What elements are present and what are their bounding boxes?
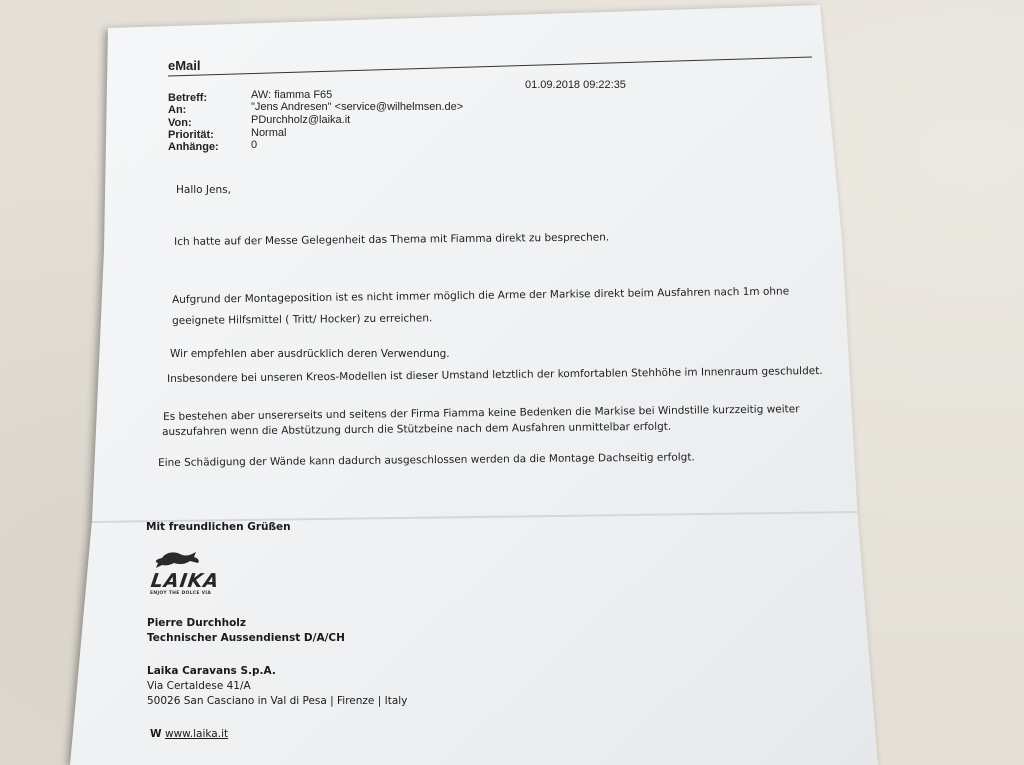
- greeting: Hallo Jens,: [176, 184, 231, 196]
- field-label-priority: Priorität:: [168, 129, 214, 141]
- field-value-from: PDurchholz@laika.it: [251, 114, 351, 126]
- body-line-1: Ich hatte auf der Messe Gelegenheit das Thema mit Fiamma direkt zu besprechen.: [174, 231, 610, 248]
- signature-company: Laika Caravans S.p.A.: [147, 665, 276, 677]
- website-link[interactable]: www.laika.it: [165, 728, 229, 740]
- field-label-attachments: Anhänge:: [168, 141, 219, 153]
- logo-wordmark: LAIKA: [149, 570, 221, 592]
- signature-role: Technischer Aussendienst D/A/CH: [147, 632, 345, 644]
- email-timestamp: 01.09.2018 09:22:35: [525, 79, 626, 91]
- body-line-2: Aufgrund der Montageposition ist es nicht immer möglich die Arme der Markise direkt beim Ausfahren nach 1m ohne: [172, 285, 790, 306]
- field-value-subject: AW: fiamma F65: [251, 89, 333, 101]
- closing: Mit freundlichen Grüßen: [146, 521, 291, 533]
- field-value-attachments: 0: [251, 139, 258, 151]
- field-label-to: An:: [168, 104, 187, 116]
- body-line-5: Insbesondere bei unseren Kreos-Modellen ist dieser Umstand letztlich der komfortablen Stehhöhe im Innenraum geschuldet.: [167, 364, 823, 385]
- web-prefix: W: [150, 728, 162, 740]
- body-line-6: Es bestehen aber unsererseits und seitens der Firma Fiamma keine Bedenken die Markise bei Windstille kurzzeitig weiter: [163, 403, 800, 423]
- signature-name: Pierre Durchholz: [147, 617, 247, 629]
- signature-city: 50026 San Casciano in Val di Pesa | Firenze | Italy: [147, 695, 408, 707]
- logo-tagline: ENJOY THE DOLCE VIA: [150, 591, 212, 596]
- field-label-subject: Betreff:: [168, 92, 208, 104]
- field-value-to: "Jens Andresen" <service@wilhelmsen.de>: [251, 101, 464, 113]
- body-line-7: auszufahren wenn die Abstützung durch die Stützbeine nach dem Ausfahren unmittelbar erfolgt.: [162, 420, 672, 438]
- field-value-priority: Normal: [251, 127, 287, 139]
- email-title: eMail: [168, 58, 201, 73]
- field-label-from: Von:: [168, 117, 192, 129]
- body-line-8: Eine Schädigung der Wände kann dadurch ausgeschlossen werden da die Montage Dachseitig erfolgt.: [158, 451, 695, 469]
- body-line-3: geeignete Hilfsmittel ( Tritt/ Hocker) zu erreichen.: [172, 312, 433, 327]
- signature-street: Via Certaldese 41/A: [147, 680, 251, 692]
- body-line-4: Wir empfehlen aber ausdrücklich deren Verwendung.: [170, 348, 450, 360]
